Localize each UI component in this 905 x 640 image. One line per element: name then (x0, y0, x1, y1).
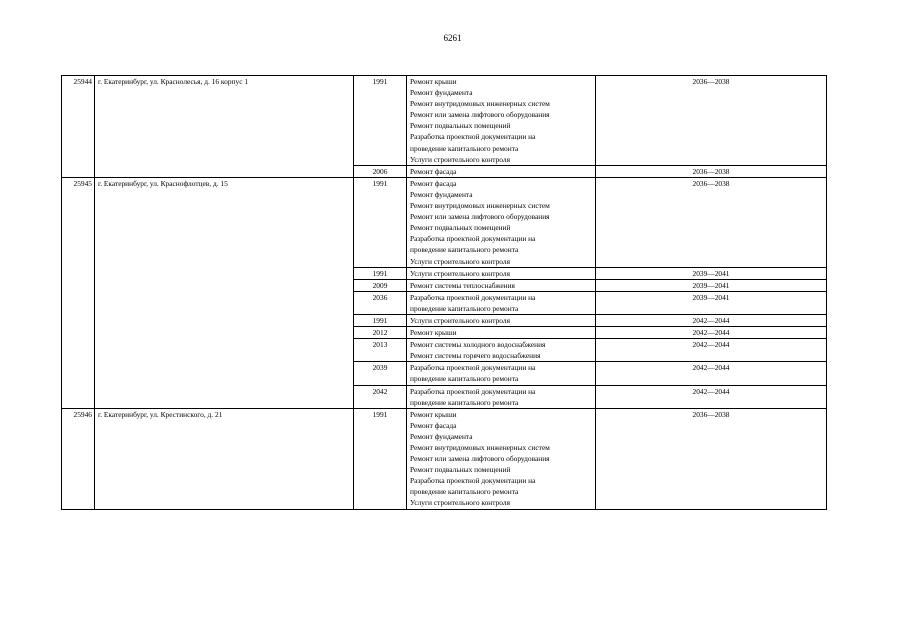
capital-repair-table (61, 75, 827, 510)
year-cell: 2012 (354, 327, 407, 339)
table-row (62, 177, 827, 267)
work-item: проведение капитального ремонта (410, 303, 519, 313)
work-item: Разработка проектной документации на (410, 476, 536, 486)
work-item: Ремонт крыши (410, 409, 457, 419)
page-number: 6261 (443, 33, 462, 43)
work-item: Услуги строительного контроля (410, 268, 510, 278)
work-item: Ремонт внутридомовых инженерных систем (410, 99, 550, 109)
work-item: Ремонт или замена лифтового оборудования (410, 212, 550, 222)
works-cell (407, 279, 596, 291)
work-item: Ремонт фундамента (410, 189, 473, 199)
work-item: Ремонт внутридомовых инженерных систем (410, 443, 550, 452)
work-item: Ремонт или замена лифтового оборудования (410, 110, 550, 120)
work-item: Ремонт подвальных помещений (410, 465, 511, 475)
period-cell: 2039—2041 (596, 279, 827, 291)
works-cell (407, 76, 596, 166)
works-cell (407, 165, 596, 177)
work-item: Услуги строительного контроля (410, 256, 510, 266)
period-cell: 2042—2044 (596, 385, 827, 408)
work-item: проведение капитального ремонта (410, 143, 519, 153)
works-cell (407, 362, 596, 385)
year-cell: 2009 (354, 279, 407, 291)
period-cell: 2039—2041 (596, 267, 827, 279)
period-cell: 2036—2038 (596, 165, 827, 177)
period-cell: 2042—2044 (596, 314, 827, 326)
period-cell: 2039—2041 (596, 291, 827, 314)
work-item: Услуги строительного контроля (410, 498, 510, 508)
table-row (62, 408, 827, 509)
works-cell (407, 291, 596, 314)
works-cell (407, 327, 596, 339)
year-cell: 2042 (354, 385, 407, 408)
work-item: проведение капитального ремонта (410, 487, 519, 497)
period-cell: 2036—2038 (596, 408, 827, 509)
period-cell: 2042—2044 (596, 327, 827, 339)
work-item: Разработка проектной документации на (410, 132, 536, 142)
year-cell: 2036 (354, 291, 407, 314)
address-cell: г. Екатеринбург, ул. Краснофлотцев, д. 15 (95, 177, 354, 408)
work-item: проведение капитального ремонта (410, 397, 519, 407)
record-number-cell: 25945 (62, 177, 95, 408)
work-item: Ремонт системы холодного водоснабжения (410, 340, 546, 350)
works-cell (407, 314, 596, 326)
work-item: Разработка проектной документации на (410, 363, 536, 373)
address-cell: г. Екатеринбург, ул. Краснолесья, д. 16 корпус 1 (95, 76, 354, 178)
address-cell: г. Екатеринбург, ул. Крестинского, д. 21 (95, 408, 354, 509)
work-item: Ремонт фундамента (410, 431, 473, 441)
work-item: Ремонт системы горячего водоснабжения (410, 351, 541, 361)
period-cell: 2036—2038 (596, 76, 827, 166)
works-cell (407, 339, 596, 362)
work-item: Ремонт системы теплоснабжения (410, 280, 515, 290)
year-cell: 2039 (354, 362, 407, 385)
record-number-cell: 25946 (62, 408, 95, 509)
year-cell: 2013 (354, 339, 407, 362)
work-item: Разработка проектной документации на (410, 292, 536, 302)
year-cell: 1991 (354, 267, 407, 279)
work-item: проведение капитального ремонта (410, 245, 519, 255)
work-item: Услуги строительного контроля (410, 315, 510, 325)
year-cell: 1991 (354, 408, 407, 509)
work-item: Ремонт фасада (410, 166, 457, 176)
work-item: Ремонт фасада (410, 178, 457, 188)
works-cell (407, 408, 596, 509)
year-cell: 1991 (354, 177, 407, 267)
work-item: Ремонт фасада (410, 420, 457, 430)
works-cell (407, 385, 596, 408)
period-cell: 2042—2044 (596, 339, 827, 362)
work-item: Ремонт внутридомовых инженерных систем (410, 201, 550, 211)
work-item: Услуги строительного контроля (410, 154, 510, 164)
table-body (62, 76, 827, 510)
record-number-cell: 25944 (62, 76, 95, 178)
table-row (62, 76, 827, 166)
year-cell: 2006 (354, 165, 407, 177)
work-item: Ремонт крыши (410, 77, 457, 86)
works-cell (407, 267, 596, 279)
work-item: Разработка проектной документации на (410, 234, 536, 244)
work-item: Ремонт фундамента (410, 88, 473, 98)
work-item: Ремонт или замена лифтового оборудования (410, 454, 550, 464)
year-cell: 1991 (354, 314, 407, 326)
work-item: Разработка проектной документации на (410, 386, 536, 396)
work-item: Ремонт подвальных помещений (410, 223, 511, 233)
work-item: Ремонт подвальных помещений (410, 121, 511, 131)
work-item: проведение капитального ремонта (410, 374, 519, 384)
period-cell: 2042—2044 (596, 362, 827, 385)
work-item: Ремонт крыши (410, 328, 457, 338)
period-cell: 2036—2038 (596, 177, 827, 267)
year-cell: 1991 (354, 76, 407, 166)
works-cell (407, 177, 596, 267)
